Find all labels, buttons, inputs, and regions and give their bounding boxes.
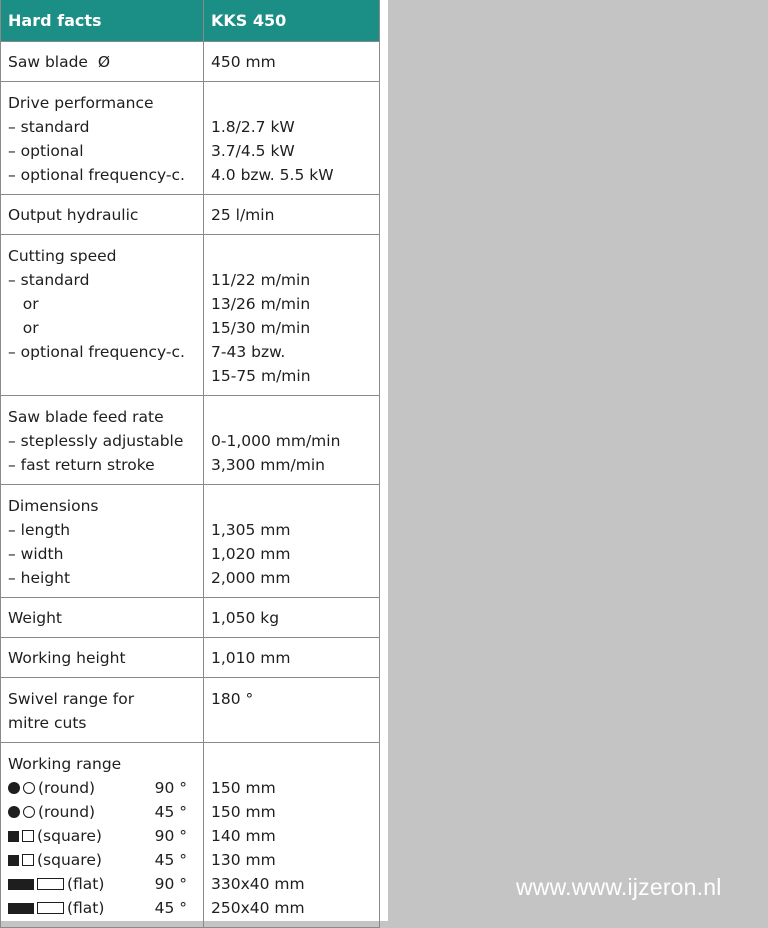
label-feed-rate: Saw blade feed rate – steplessly adjustable – fast return stroke (1, 396, 204, 485)
header-model: KKS 450 (204, 0, 380, 42)
label-working-range: Working range (round) 90 ° (round) 45 ° (square) 90 ° (square) 45 ° (flat) 90 ° (flat) 45 ° (1, 743, 204, 928)
working-range-square-90: (square) 90 ° (8, 824, 203, 848)
working-range-square-45: (square) 45 ° (8, 848, 203, 872)
label-working-height: Working height (1, 638, 204, 678)
header-hard-facts: Hard facts (1, 0, 204, 42)
working-range-round-90: (round) 90 ° (8, 776, 203, 800)
value-working-range: 150 mm 150 mm 140 mm 130 mm 330x40 mm 250x40 mm (204, 743, 380, 928)
row-weight (1, 598, 380, 638)
label-output-hydraulic: Output hydraulic (1, 195, 204, 235)
flat-icon (8, 902, 64, 914)
row-output-hydraulic (1, 195, 380, 235)
value-feed-rate: 0-1,000 mm/min 3,300 mm/min (204, 396, 380, 485)
row-cutting-speed (1, 235, 380, 396)
row-feed-rate (1, 396, 380, 485)
spec-table (0, 0, 380, 928)
value-working-height: 1,010 mm (204, 638, 380, 678)
row-saw-blade (1, 42, 380, 82)
working-range-flat-90: (flat) 90 ° (8, 872, 203, 896)
label-drive-performance: Drive performance – standard – optional – optional frequency-c. (1, 82, 204, 195)
value-cutting-speed: 11/22 m/min 13/26 m/min 15/30 m/min 7-43 bzw. 15-75 m/min (204, 235, 380, 396)
value-dimensions: 1,305 mm 1,020 mm 2,000 mm (204, 485, 380, 598)
round-icon (8, 782, 35, 794)
value-saw-blade: 450 mm (204, 42, 380, 82)
value-drive-performance: 1.8/2.7 kW 3.7/4.5 kW 4.0 bzw. 5.5 kW (204, 82, 380, 195)
row-dimensions (1, 485, 380, 598)
watermark-text: www.www.ijzeron.nl (516, 874, 722, 900)
value-weight: 1,050 kg (204, 598, 380, 638)
value-output-hydraulic: 25 l/min (204, 195, 380, 235)
label-weight: Weight (1, 598, 204, 638)
value-swivel-range: 180 ° (204, 678, 380, 743)
label-cutting-speed: Cutting speed – standard or or – optional frequency-c. (1, 235, 204, 396)
round-icon (8, 806, 35, 818)
row-swivel-range (1, 678, 380, 743)
label-saw-blade: Saw blade Ø (1, 42, 204, 82)
label-dimensions: Dimensions – length – width – height (1, 485, 204, 598)
label-swivel-range: Swivel range for mitre cuts (1, 678, 204, 743)
square-icon (8, 830, 34, 842)
row-working-height (1, 638, 380, 678)
square-icon (8, 854, 34, 866)
working-range-flat-45: (flat) 45 ° (8, 896, 203, 920)
header-row (1, 0, 380, 42)
working-range-round-45: (round) 45 ° (8, 800, 203, 824)
flat-icon (8, 878, 64, 890)
row-working-range (1, 743, 380, 928)
row-drive-performance (1, 82, 380, 195)
